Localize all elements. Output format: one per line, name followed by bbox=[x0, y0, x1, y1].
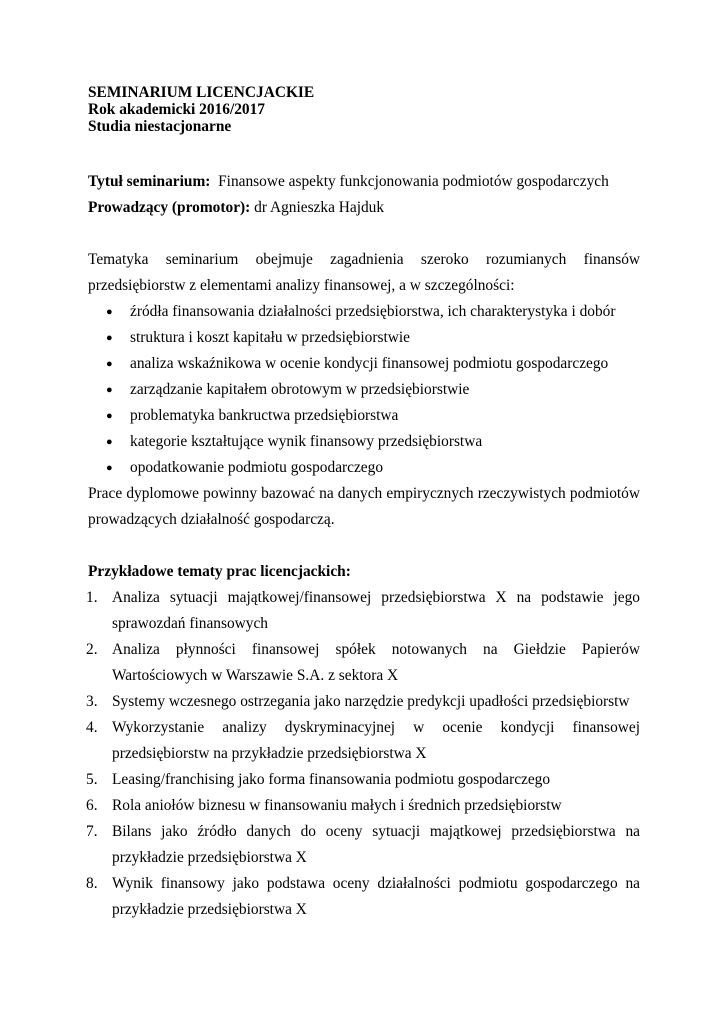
bullet-icon: ● bbox=[106, 332, 113, 344]
item-text: Systemy wczesnego ostrzegania jako narzędzie predykcji upadłości przedsiębiorstw bbox=[112, 693, 630, 710]
supervisor-value: dr Agnieszka Hajduk bbox=[254, 199, 385, 216]
examples-heading: Przykładowe tematy prac licencjackich: bbox=[88, 563, 351, 580]
item-number: 8. bbox=[86, 875, 98, 892]
list-item: ● problematyka bankructwa przedsiębiorstwa bbox=[88, 403, 640, 429]
header-academic-year: Rok akademicki 2016/2017 bbox=[88, 101, 266, 118]
list-item bbox=[88, 793, 640, 819]
seminar-title-line bbox=[88, 169, 640, 195]
bullet-icon: ● bbox=[106, 358, 113, 370]
list-item: ● struktura i koszt kapitału w przedsiębiorstwie bbox=[88, 325, 640, 351]
list-item bbox=[88, 819, 640, 871]
list-item: ● analiza wskaźnikowa w ocenie kondycji finansowej podmiotu gospodarczego bbox=[88, 351, 640, 377]
item-text: Analiza sytuacji majątkowej/finansowej przedsiębiorstwa X na podstawie jego sprawozdań finansowych bbox=[112, 589, 640, 632]
item-number: 5. bbox=[86, 771, 98, 788]
closing-paragraph: Prace dyplomowe powinny bazować na danych empirycznych rzeczywistych podmiotów prowadzących działalność gospodarczą. bbox=[88, 485, 640, 528]
list-item bbox=[88, 871, 640, 923]
item-number: 4. bbox=[86, 719, 98, 736]
bullet-icon: ● bbox=[106, 462, 113, 474]
list-item: ● zarządzanie kapitałem obrotowym w przedsiębiorstwie bbox=[88, 377, 640, 403]
seminar-title-label: Tytuł seminarium: bbox=[88, 173, 211, 190]
list-item: ● kategorie kształtujące wynik finansowy przedsiębiorstwa bbox=[88, 429, 640, 455]
item-text: Analiza płynności finansowej spółek notowanych na Giełdzie Papierów Wartościowych w Warszawie S.A. z sektora X bbox=[112, 641, 640, 684]
item-number: 2. bbox=[86, 641, 98, 658]
list-item: ● opodatkowanie podmiotu gospodarczego bbox=[88, 455, 640, 481]
examples-list bbox=[88, 585, 640, 923]
seminar-title-value: Finansowe aspekty funkcjonowania podmiotów gospodarczych bbox=[218, 173, 609, 190]
list-item bbox=[88, 689, 640, 715]
supervisor-label: Prowadzący (promotor): bbox=[88, 199, 251, 216]
list-item bbox=[88, 637, 640, 689]
bullet-icon: ● bbox=[106, 436, 113, 448]
document-page bbox=[88, 84, 640, 923]
item-number: 6. bbox=[86, 797, 98, 814]
item-text: Wynik finansowy jako podstawa oceny działalności podmiotu gospodarczego na przykładzie przedsiębiorstwa X bbox=[112, 875, 640, 918]
item-text: Bilans jako źródło danych do oceny sytuacji majątkowej przedsiębiorstwa na przykładzie przedsiębiorstwa X bbox=[112, 823, 640, 866]
intro-paragraph: Tematyka seminarium obejmuje zagadnienia szeroko rozumianych finansów przedsiębiorstw z elementami analizy finansowej, a w szczególności: bbox=[88, 251, 640, 294]
item-number: 3. bbox=[86, 693, 98, 710]
list-item bbox=[88, 585, 640, 637]
item-number: 1. bbox=[86, 589, 98, 606]
list-item bbox=[88, 715, 640, 767]
supervisor-line bbox=[88, 195, 640, 221]
header-study-mode: Studia niestacjonarne bbox=[88, 118, 232, 135]
bullet-icon: ● bbox=[106, 410, 113, 422]
list-item bbox=[88, 767, 640, 793]
item-text: Rola aniołów biznesu w finansowaniu małych i średnich przedsiębiorstw bbox=[112, 797, 562, 814]
list-item: ● źródła finansowania działalności przedsiębiorstwa, ich charakterystyka i dobór bbox=[88, 299, 640, 325]
topics-list bbox=[88, 299, 640, 481]
bullet-icon: ● bbox=[106, 306, 113, 318]
item-text: Wykorzystanie analizy dyskryminacyjnej w ocenie kondycji finansowej przedsiębiorstw na przykładzie przedsiębiorstwa X bbox=[112, 719, 640, 762]
item-number: 7. bbox=[86, 823, 98, 840]
bullet-icon: ● bbox=[106, 384, 113, 396]
header-seminar-type: SEMINARIUM LICENCJACKIE bbox=[88, 84, 315, 101]
item-text: Leasing/franchising jako forma finansowania podmiotu gospodarczego bbox=[112, 771, 551, 788]
